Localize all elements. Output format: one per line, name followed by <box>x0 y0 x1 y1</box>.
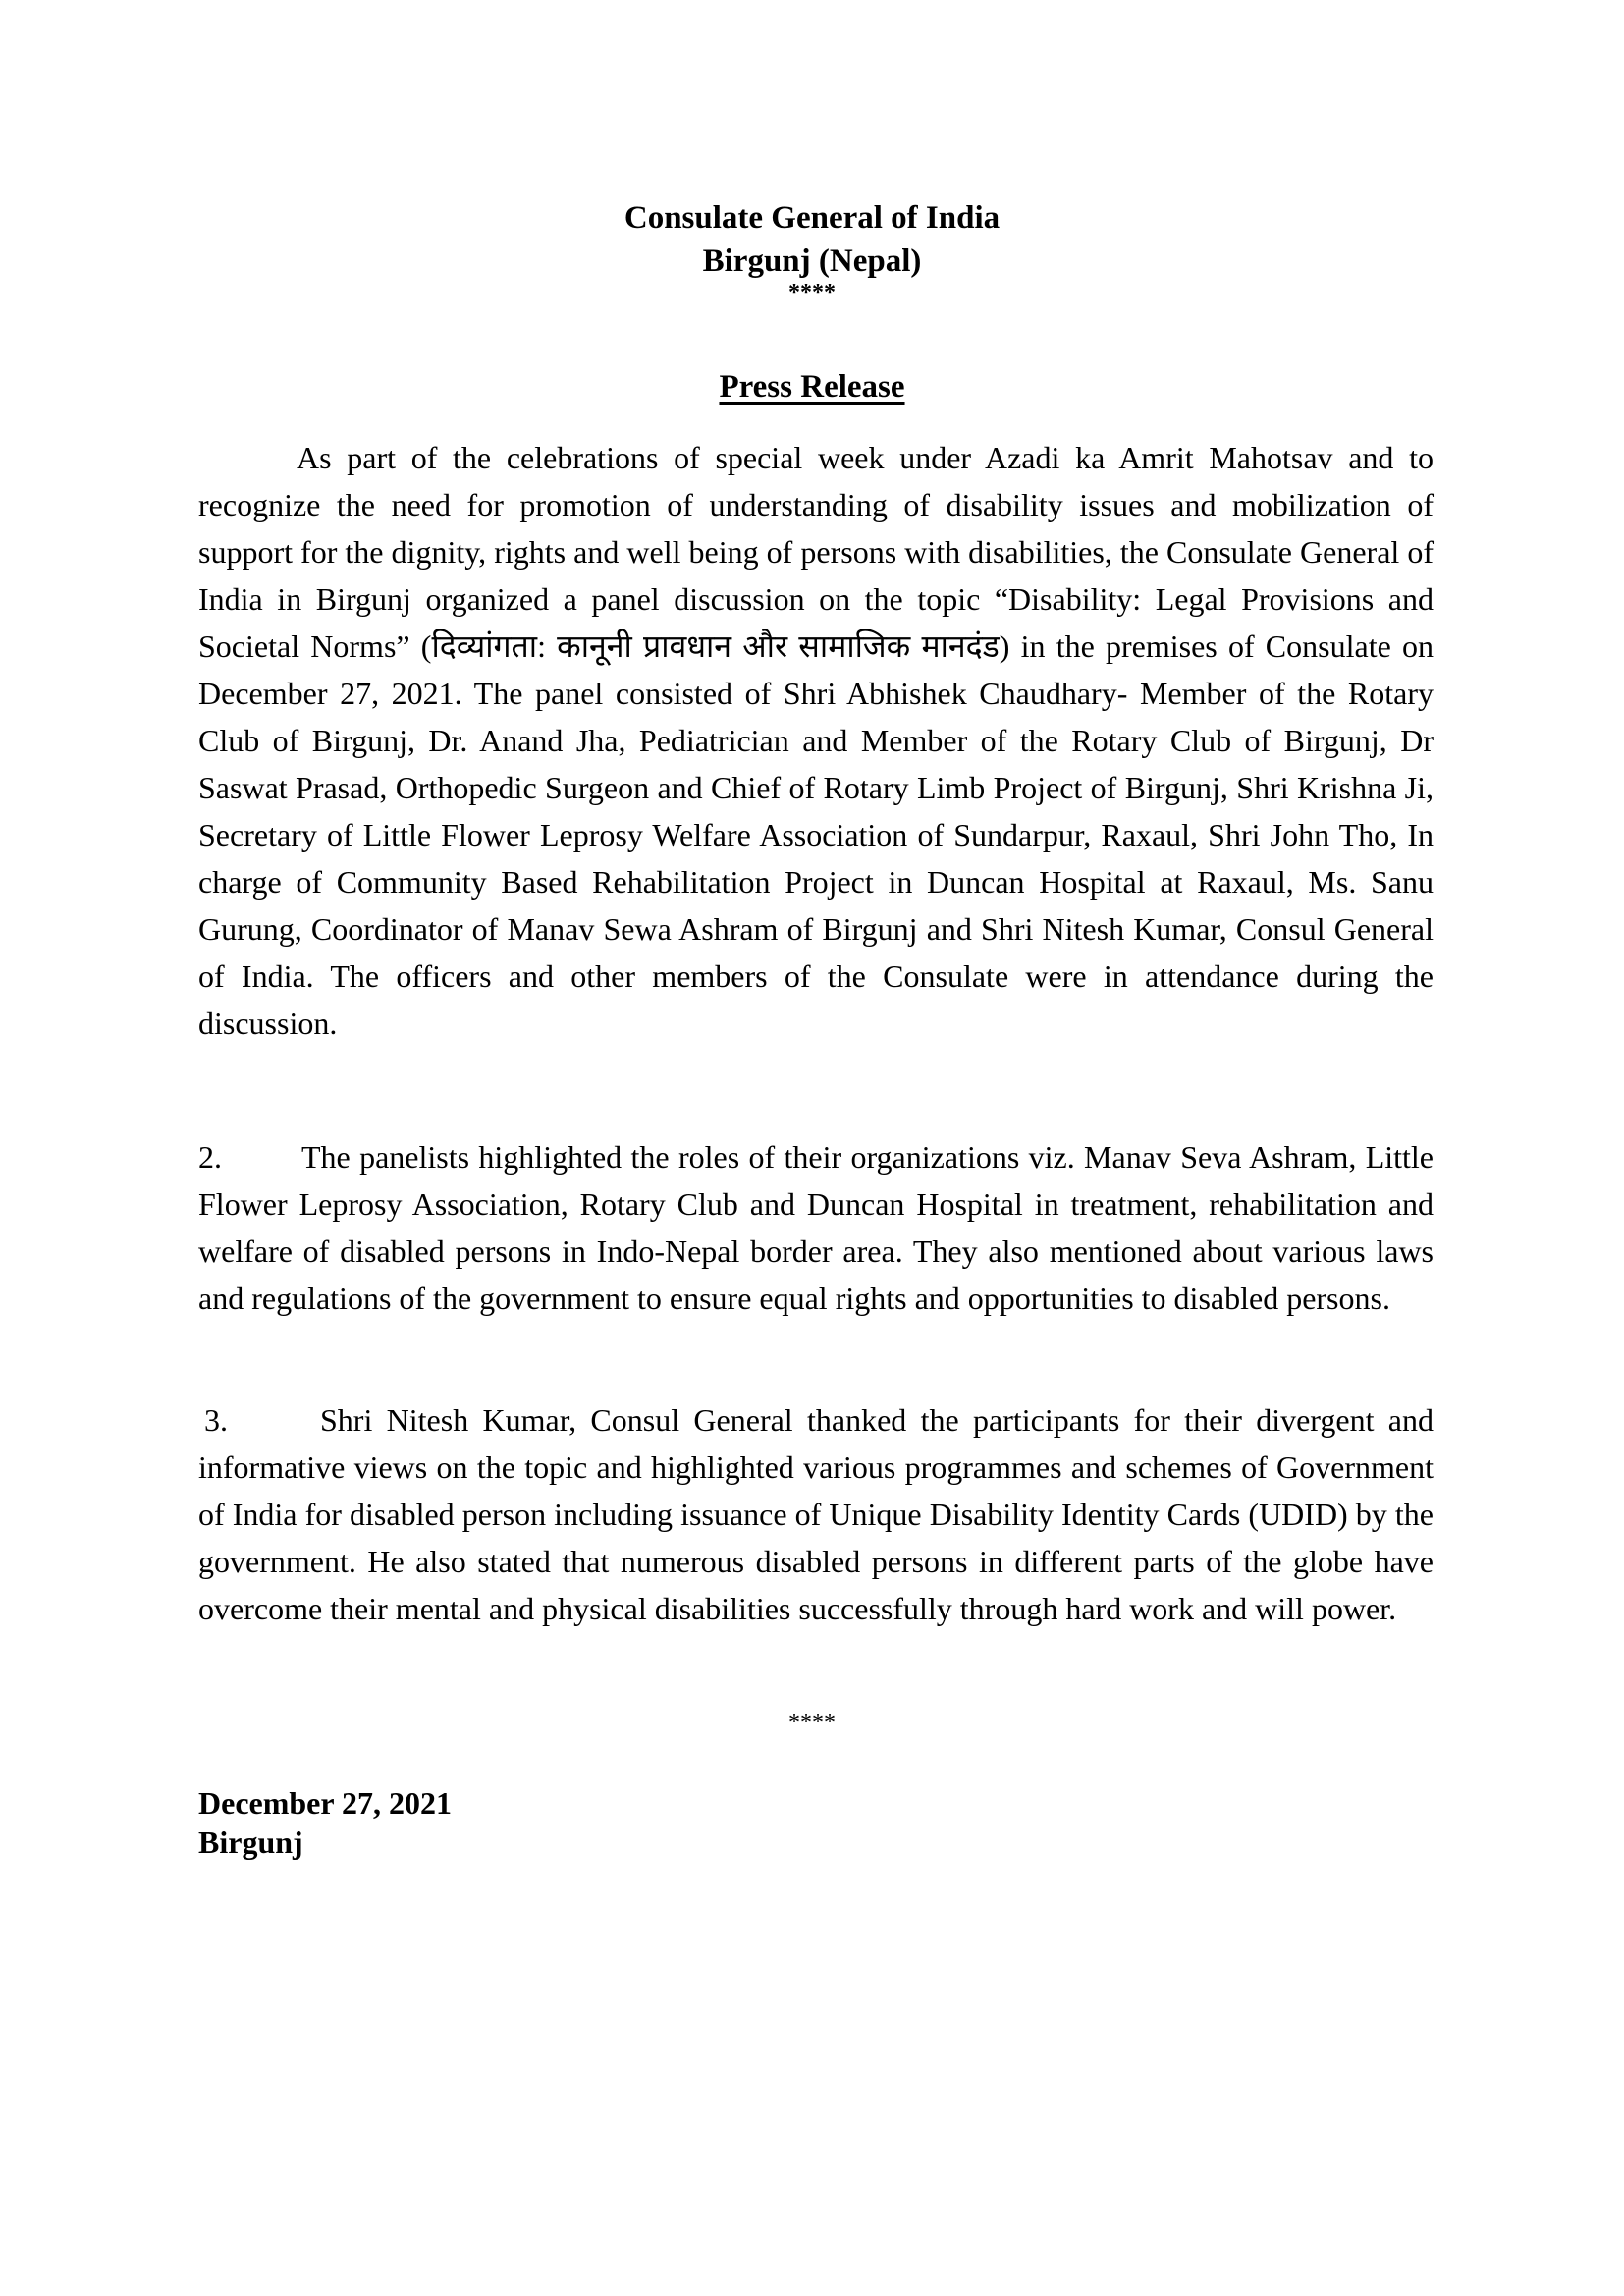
paragraph-1: As part of the celebrations of special week under Azadi ka Amrit Mahotsav and to recognize the need for promotion of understanding of disability issues and mobilization of support for the dignity, rights and well being of persons with disabilities, the Consulate General of India in Birgunj organized a panel discussion on the topic “Disability: Legal Provisions and Societal Norms” (दिव्यांगता: कानूनी प्रावधान और सामाजिक मानदंड) in the premises of Consulate on December 27, 2021. The panel consisted of Shri Abhishek Chaudhary- Member of the Rotary Club of Birgunj, Dr. Anand Jha, Pediatrician and Member of the Rotary Club of Birgunj, Dr Saswat Prasad, Orthopedic Surgeon and Chief of Rotary Limb Project of Birgunj, Shri Krishna Ji, Secretary of Little Flower Leprosy Welfare Association of Sundarpur, Raxaul, Shri John Tho, In charge of Community Based Rehabilitation Project in Duncan Hospital at Raxaul, Ms. Sanu Gurung, Coordinator of Manav Sewa Ashram of Birgunj and Shri Nitesh Kumar, Consul General of India. The officers and other members of the Consulate were in attendance during the discussion. <box>198 440 1434 1041</box>
paragraph-2-number: 2. <box>198 1139 222 1175</box>
paragraph-3 <box>198 1396 1434 1632</box>
paragraph-2-text: The panelists highlighted the roles of their organizations viz. Manav Seva Ashram, Little Flower Leprosy Association, Rotary Club and Duncan Hospital in treatment, rehabilitation and welfare of disabled persons in Indo-Nepal border area. They also mentioned about various laws and regulations of the government to ensure equal rights and opportunities to disabled persons. <box>198 1139 1434 1316</box>
paragraph-3-number: 3. <box>204 1402 228 1438</box>
page-title: Press Release <box>719 369 905 405</box>
paragraph-3-text: Shri Nitesh Kumar, Consul General thanked the participants for their divergent and informative views on the topic and highlighted various programmes and schemes of Government of India for disabled person including issuance of Unique Disability Identity Cards (UDID) by the government. He also stated that numerous disabled persons in different parts of the globe have overcome their mental and physical disabilities successfully through hard work and will power. <box>198 1402 1434 1626</box>
closing-separator: **** <box>788 1710 836 1735</box>
release-date: December 27, 2021 <box>198 1785 452 1821</box>
organization-heading: Consulate General of India <box>623 200 1001 236</box>
header-separator: **** <box>788 280 836 305</box>
paragraph-2 <box>198 1133 1434 1322</box>
release-place: Birgunj <box>198 1825 303 1860</box>
location-heading: Birgunj (Nepal) <box>702 244 922 279</box>
